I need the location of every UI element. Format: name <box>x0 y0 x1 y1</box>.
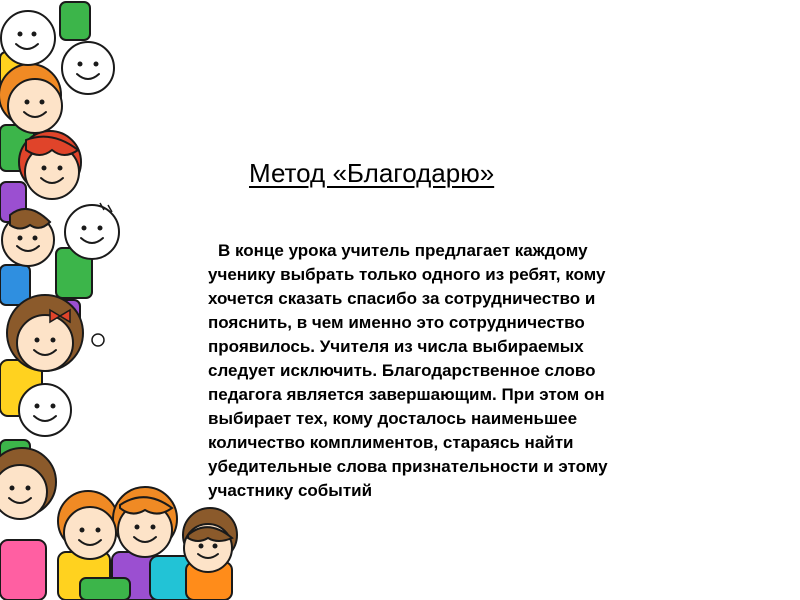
body-line: количество комплиментов, стараясь найти <box>208 433 574 452</box>
heads <box>0 11 232 572</box>
body-line: хочется сказать спасибо за сотрудничество и <box>208 289 596 308</box>
body-line: педагога является завершающим. При этом он <box>208 385 605 404</box>
body-line: ученику выбрать только одного из ребят, кому <box>208 265 606 284</box>
body-line: участнику событий <box>208 481 373 500</box>
body-line: следует исключить. Благодарственное слово <box>208 361 596 380</box>
body-line: убедительные слова признательности и этому <box>208 457 608 476</box>
body-line: В конце урока учитель предлагает каждому <box>218 241 588 260</box>
slide-title: Метод «Благодарю» <box>249 158 495 188</box>
body-paragraph <box>208 239 678 503</box>
body-line: пояснить, в чем именно это сотрудничество <box>208 313 585 332</box>
body-line: выбирает тех, кому досталось наименьшее <box>208 409 578 428</box>
body-line: проявилось. Учителя из числа выбираемых <box>208 337 584 356</box>
